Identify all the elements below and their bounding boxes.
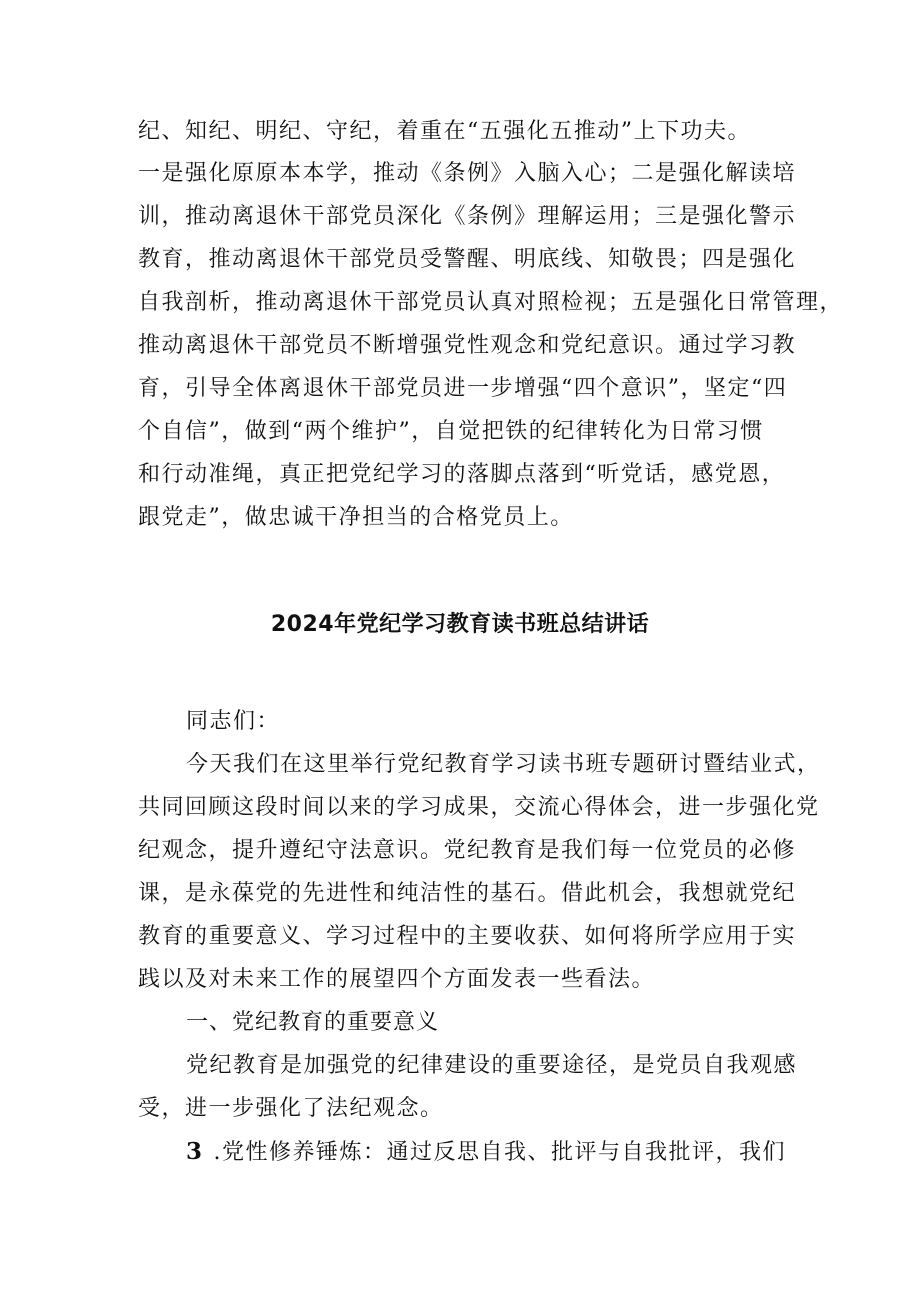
section-heading: 一、党纪教育的重要意义	[186, 1010, 440, 1035]
paragraph-line: 教育，推动离退休干部党员受警醒、明底线、知敬畏；四是强化	[138, 247, 797, 272]
paragraph-line: 受，进一步强化了法纪观念。	[138, 1096, 444, 1121]
paragraph-line: 和行动准绳，真正把党纪学习的落脚点落到“听党话，感党恩，	[138, 462, 786, 487]
paragraph-line: 课，是永葆党的先进性和纯洁性的基石。借此机会，我想就党纪	[138, 881, 797, 906]
paragraph-line: 个自信”，做到“两个维护”，自觉把铁的纪律转化为日常习惯	[138, 419, 764, 444]
greeting: 同志们：	[186, 709, 281, 734]
paragraph-line: 推动离退休干部党员不断增强党性观念和党纪意识。通过学习教	[138, 333, 797, 358]
paragraph-line: 育，引导全体离退休干部党员进一步增强“四个意识”，坚定“四	[138, 376, 788, 401]
paragraph-line: 共同回顾这段时间以来的学习成果，交流心得体会，进一步强化党	[138, 795, 820, 820]
paragraph-line: 教育的重要意义、学习过程中的主要收获、如何将所学应用于实	[138, 924, 797, 949]
item-number: 3	[186, 1138, 204, 1165]
paragraph-line: 纪、知纪、明纪、守纪，着重在“五强化五推动”上下功夫。	[138, 119, 751, 144]
paragraph-line: 一是强化原原本本学，推动《条例》入脑入心；二是强化解读培	[138, 161, 797, 186]
paragraph-line: 跟党走”，做忠诚干净担当的合格党员上。	[138, 505, 574, 530]
item-text: .党性修养锤炼：通过反思自我、批评与自我批评，我们	[213, 1140, 787, 1165]
paragraph-line: 纪观念，提升遵纪守法意识。党纪教育是我们每一位党员的必修	[138, 838, 797, 863]
paragraph-line: 训，推动离退休干部党员深化《条例》理解运用；三是强化警示	[138, 204, 797, 229]
paragraph-line: 今天我们在这里举行党纪教育学习读书班专题研讨暨结业式，	[186, 752, 821, 777]
page-title: 2024年党纪学习教育读书班总结讲话	[270, 612, 650, 637]
paragraph-line: 党纪教育是加强党的纪律建设的重要途径，是党员自我观感	[186, 1053, 798, 1078]
paragraph-line: 践以及对未来工作的展望四个方面发表一些看法。	[138, 967, 656, 992]
paragraph-line: 自我剖析，推动离退休干部党员认真对照检视；五是强化日常管理，	[138, 290, 844, 315]
numbered-item	[186, 1136, 846, 1169]
